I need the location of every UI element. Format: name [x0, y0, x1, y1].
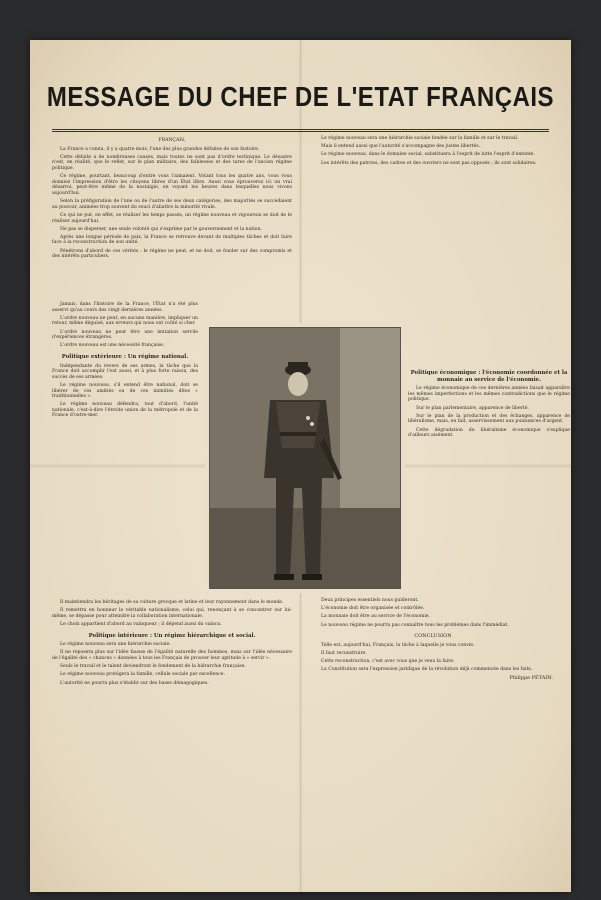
section-paragraph: Il remettra en honneur le véritable nationalisme, celui qui, renonçant à se concentrer sur lui-même, se dépasse pour atteindre la collaboration internationale.: [52, 608, 292, 619]
conclusion-paragraph: Il faut reconstruire.: [321, 650, 367, 656]
intro-paragraph: L'ordre nouveau ne peut être une imitation servile d'expériences étrangères.: [52, 329, 198, 341]
section-paragraph: Seuls le travail et le talent deviendront le fondement de la hiérarchie française.: [60, 664, 246, 670]
intro-paragraph: Pénétrons d'abord de ces vérités : le régime ne peut, et ne doit, se fonder sur des compromis et des intérêts particuliers.: [52, 248, 292, 260]
section-paragraph: Le régime nouveau défendra, tout d'abord, l'unité nationale, c'est-à-dire l'étroite union de la métropole et de la France d'outre-mer.: [52, 402, 198, 419]
section-paragraph: Sur le plan de la production et des échanges, apparence de libéralisme, mais, en fait, asservissement aux puissances d'argent.: [408, 413, 570, 425]
section-paragraph: L'autorité ne pourra plus s'établir sur des bases démagogiques.: [60, 680, 209, 686]
section-paragraph: Indépendante du revers de ses armes, la tâche que la France doit accomplir l'est aussi, et à plus forte raison, des succès de ses armées.: [52, 363, 198, 380]
intro-paragraph: L'ordre nouveau est une nécessité française.: [60, 343, 165, 349]
right-paragraph: Le nouveau régime ne pourra pas connaître tous les problèmes dans l'immédiat.: [321, 622, 509, 628]
conclusion-heading: CONCLUSION: [414, 633, 452, 640]
right-paragraph: Deux principes essentiels nous guideront.: [321, 598, 419, 603]
left-column: [52, 136, 292, 262]
portrait-figure: [210, 328, 400, 588]
right-paragraph: Mais il entend aussi que l'autorité s'accompagne des justes libertés.: [321, 144, 481, 150]
section-paragraph: Cette dégradation du libéralisme économique s'explique d'ailleurs aisément.: [408, 427, 570, 439]
conclusion-paragraph: La Constitution sera l'expression juridique de la révolution déjà commencée dans les faits.: [321, 667, 533, 673]
portrait-photo: [205, 323, 405, 593]
intro-paragraph: La France a connu, il y a quatre mois, l'une des plus grandes défaites de son histoire.: [60, 146, 260, 152]
economy-section: [408, 370, 570, 441]
conclusion-paragraph: Cette reconstruction, c'est avec vous que je veux la faire.: [321, 659, 455, 665]
intro-paragraph: Après une longue période de paix, la France se retrouve devant de multiples tâches et doit faire face à la reconstruction de son unité.: [52, 234, 292, 246]
section-paragraph: Le régime économique de ces dernières années faisait apparaître les mêmes imperfections et les mêmes contradictions que le régime politique.: [408, 386, 570, 403]
right-paragraph: Le régime nouveau, dans le domaine social, substituera à l'esprit de lutte l'esprit d'entente.: [321, 152, 535, 158]
section-heading: Politique économique : l'économie coordonnée et la monnaie au service de l'économie.: [410, 370, 568, 383]
poster-sheet: [30, 40, 571, 892]
section-heading: Politique extérieure : Un régime national.: [61, 353, 189, 360]
intro-paragraph: L'ordre nouveau ne peut, en aucune manière, impliquer un retour, même déguisé, aux erreurs qui nous ont coûté si cher.: [52, 315, 198, 327]
section-paragraph: Sur le plan parlementaire, apparence de liberté.: [416, 405, 529, 411]
section-heading: Politique intérieure : Un régime hiérarchique et social.: [88, 632, 256, 639]
intro-paragraph: Ne pas se disperser, une seule volonté qui s'exprime par le gouvernement et la nation.: [60, 226, 262, 232]
right-paragraph: La monnaie doit être au service de l'économie.: [321, 614, 430, 620]
section-paragraph: Le régime nouveau, s'il entend être national, doit se libérer de ces amitiés ou de ces inimitiés dites « traditionnelles ».: [52, 382, 198, 400]
signature: Philippe PÉTAIN.: [509, 674, 553, 681]
intro-paragraph: Jamais, dans l'histoire de la France, l'État n'a été plus asservi qu'au cours des vingt dernières années.: [52, 302, 198, 313]
section-paragraph: Le régime nouveau sera une hiérarchie sociale.: [60, 642, 171, 648]
portrait-frame: [209, 327, 401, 589]
left-narrow-column: [52, 302, 198, 422]
lower-left-column: [52, 600, 292, 689]
title-rule: [52, 129, 549, 130]
right-paragraph: L'économie doit être organisée et contrôlée.: [321, 606, 425, 612]
right-column: [313, 136, 553, 169]
intro-paragraph: Ce régime, pourtant, beaucoup d'entre vous l'aimaient. Votant tous les quatre ans, vous vous donniez l'impression d'être les citoyens libres d'un État libre. Aussi vous éprouverez ici un vrai désarroi, peut-être même de la nostalgie, en voyant les heures dans lesquelles nous vivons aujourd'hui.: [52, 174, 292, 196]
title-rule-2: [52, 131, 549, 132]
section-paragraph: Il ne reposera plus sur l'idée fausse de l'égalité naturelle des hommes, mais sur l'idée nécessaire de l'égalité des « chances » données à tous les Français de prouver leur aptitude à « servir ».: [52, 650, 292, 661]
right-paragraph: Les intérêts des patrons, des cadres et des ouvriers ne sont pas opposés ; ils sont solidaires.: [321, 160, 537, 166]
intro-paragraph: Selon la préfiguration de l'une ou de l'autre de ses deux catégories, des majorités se succédaient au pouvoir, animées trop souvent du souci d'abattre la minorité rivale.: [52, 199, 292, 210]
section-paragraph: Le régime nouveau protégera la famille, cellule sociale par excellence.: [60, 672, 225, 678]
conclusion-paragraph: Telle est, aujourd'hui, Français, la tâche à laquelle je vous convie.: [321, 642, 475, 648]
section-paragraph: Il maintiendra les héritages de sa culture grecque et latine et leur rayonnement dans le monde.: [60, 600, 284, 605]
intro-paragraph: Ce qui ne put, en effet, se réaliser les temps passés, un régime nouveau et vigoureux se doit de le réaliser aujourd'hui.: [52, 212, 292, 224]
lower-right-column: [313, 598, 553, 681]
salutation: FRANÇAIS,: [158, 138, 186, 143]
document-title: MESSAGE DU CHEF DE L'ETAT FRANÇAIS: [46, 81, 555, 113]
intro-paragraph: Cette défaite a de nombreuses causes, mais toutes ne sont pas d'ordre technique. Le désastre n'est, en réalité, que le reflet, sur le plan militaire, des faiblesses et des tares de l'ancien régime politique.: [52, 154, 292, 171]
right-paragraph: Le régime nouveau sera une hiérarchie sociale fondée sur la famille et sur le travail.: [321, 136, 519, 141]
section-paragraph: Le choix appartient d'abord au vainqueur ; il dépend aussi du vaincu.: [60, 621, 222, 627]
